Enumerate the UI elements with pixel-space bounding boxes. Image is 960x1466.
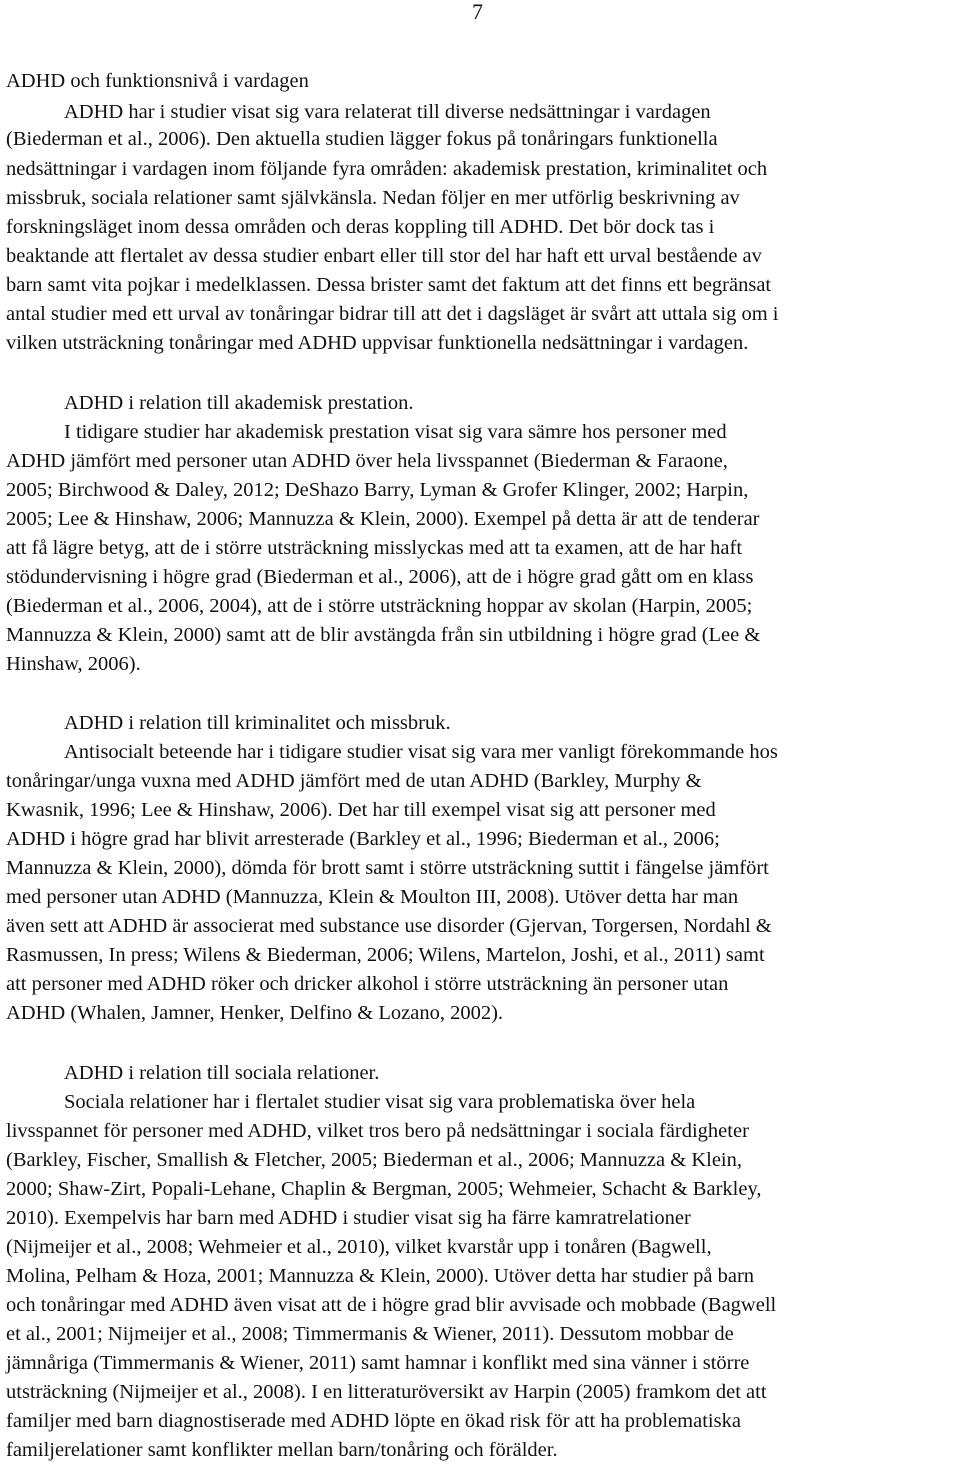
paragraph-line: med personer utan ADHD (Mannuzza, Klein & Moulton III, 2008). Utöver detta har man bbox=[6, 886, 739, 908]
subsection-heading-crime: ADHD i relation till kriminalitet och missbruk. bbox=[64, 712, 451, 734]
paragraph-line: (Biederman et al., 2006, 2004), att de i större utsträckning hoppar av skolan (Harpin, 2005; bbox=[6, 595, 753, 617]
paragraph-line: ADHD har i studier visat sig vara relaterat till diverse nedsättningar i vardagen bbox=[64, 101, 711, 123]
paragraph-line: Molina, Pelham & Hoza, 2001; Mannuzza & Klein, 2000). Utöver detta har studier på barn bbox=[6, 1265, 755, 1287]
paragraph-line: (Biederman et al., 2006). Den aktuella studien lägger fokus på tonåringars funktionella bbox=[6, 128, 718, 150]
paragraph-line: 2010). Exempelvis har barn med ADHD i studier visat sig ha färre kamratrelationer bbox=[6, 1207, 691, 1229]
paragraph-line: Kwasnik, 1996; Lee & Hinshaw, 2006). Det har till exempel visat sig att personer med bbox=[6, 799, 716, 821]
paragraph-line: vilken utsträckning tonåringar med ADHD uppvisar funktionella nedsättningar i vardagen. bbox=[6, 332, 749, 354]
paragraph-line: antal studier med ett urval av tonåringar bidrar till att det i dagsläget är svårt att uttala sig om i bbox=[6, 303, 779, 325]
paragraph-line: utsträckning (Nijmeijer et al., 2008). I en litteraturöversikt av Harpin (2005) framkom det att bbox=[6, 1381, 767, 1403]
paragraph-line: barn samt vita pojkar i medelklassen. Dessa brister samt det faktum att det finns ett begränsat bbox=[6, 274, 772, 296]
paragraph-line: ADHD (Whalen, Jamner, Henker, Delfino & Lozano, 2002). bbox=[6, 1002, 504, 1024]
paragraph-line: beaktande att flertalet av dessa studier enbart eller till stor del har haft ett urval bestående av bbox=[6, 245, 762, 267]
paragraph-line: livsspannet för personer med ADHD, vilket tros bero på nedsättningar i sociala färdigheter bbox=[6, 1120, 749, 1142]
paragraph-line: Mannuzza & Klein, 2000) samt att de blir avstängda från sin utbildning i högre grad (Lee & bbox=[6, 624, 761, 646]
subsection-heading-social: ADHD i relation till sociala relationer. bbox=[64, 1062, 380, 1084]
paragraph-line: (Nijmeijer et al., 2008; Wehmeier et al., 2010), vilket kvarstår upp i tonåren (Bagwell, bbox=[6, 1236, 712, 1258]
paragraph-line: I tidigare studier har akademisk prestation visat sig vara sämre hos personer med bbox=[64, 421, 727, 443]
paragraph-line: 2005; Birchwood & Daley, 2012; DeShazo Barry, Lyman & Grofer Klinger, 2002; Harpin, bbox=[6, 479, 749, 501]
paragraph-line: nedsättningar i vardagen inom följande fyra områden: akademisk prestation, kriminalitet och bbox=[6, 158, 768, 180]
paragraph-line: missbruk, sociala relationer samt självkänsla. Nedan följer en mer utförlig beskrivning av bbox=[6, 187, 740, 209]
paragraph-line: Sociala relationer har i flertalet studier visat sig vara problematiska över hela bbox=[64, 1091, 696, 1113]
subsection-heading-academic: ADHD i relation till akademisk prestation. bbox=[64, 392, 414, 414]
paragraph-line: (Barkley, Fischer, Smallish & Fletcher, 2005; Biederman et al., 2006; Mannuzza & Klein, bbox=[6, 1149, 742, 1171]
paragraph-line: familjerelationer samt konflikter mellan barn/tonåring och förälder. bbox=[6, 1439, 558, 1461]
paragraph-line: jämnåriga (Timmermanis & Wiener, 2011) samt hamnar i konflikt med sina vänner i större bbox=[6, 1352, 750, 1374]
paragraph-line: tonåringar/unga vuxna med ADHD jämfört med de utan ADHD (Barkley, Murphy & bbox=[6, 770, 702, 792]
paragraph-line: familjer med barn diagnostiserade med ADHD löpte en ökad risk för att ha problematiska bbox=[6, 1410, 741, 1432]
paragraph-line: forskningsläget inom dessa områden och deras koppling till ADHD. Det bör dock tas i bbox=[6, 216, 715, 238]
paragraph-line: Rasmussen, In press; Wilens & Biederman, 2006; Wilens, Martelon, Joshi, et al., 2011) samt bbox=[6, 944, 765, 966]
paragraph-line: ADHD jämfört med personer utan ADHD över hela livsspannet (Biederman & Faraone, bbox=[6, 450, 728, 472]
paragraph-line: 2000; Shaw-Zirt, Popali-Lehane, Chaplin & Bergman, 2005; Wehmeier, Schacht & Barkley, bbox=[6, 1178, 762, 1200]
paragraph-line: att personer med ADHD röker och dricker alkohol i större utsträckning än personer utan bbox=[6, 973, 729, 995]
paragraph-line: Mannuzza & Klein, 2000), dömda för brott samt i större utsträckning suttit i fängelse jämfört bbox=[6, 857, 769, 879]
paragraph-line: et al., 2001; Nijmeijer et al., 2008; Timmermanis & Wiener, 2011). Dessutom mobbar de bbox=[6, 1323, 734, 1345]
page-number: 7 bbox=[472, 0, 483, 24]
paragraph-line: att få lägre betyg, att de i större utsträckning misslyckas med att ta examen, att de har haft bbox=[6, 537, 743, 559]
section-heading: ADHD och funktionsnivå i vardagen bbox=[6, 70, 309, 92]
paragraph-line: även sett att ADHD är associerat med substance use disorder (Gjervan, Torgersen, Nordahl & bbox=[6, 915, 772, 937]
paragraph-line: Antisocialt beteende har i tidigare studier visat sig vara mer vanligt förekommande hos bbox=[64, 741, 778, 763]
paragraph-line: och tonåringar med ADHD även visat att de i högre grad blir avvisade och mobbade (Bagwell bbox=[6, 1294, 777, 1316]
paragraph-line: 2005; Lee & Hinshaw, 2006; Mannuzza & Klein, 2000). Exempel på detta är att de tenderar bbox=[6, 508, 760, 530]
paragraph-line: Hinshaw, 2006). bbox=[6, 653, 141, 675]
paragraph-line: ADHD i högre grad har blivit arresterade (Barkley et al., 1996; Biederman et al., 2006; bbox=[6, 828, 720, 850]
paragraph-line: stödundervisning i högre grad (Biederman et al., 2006), att de i högre grad gått om en klass bbox=[6, 566, 754, 588]
